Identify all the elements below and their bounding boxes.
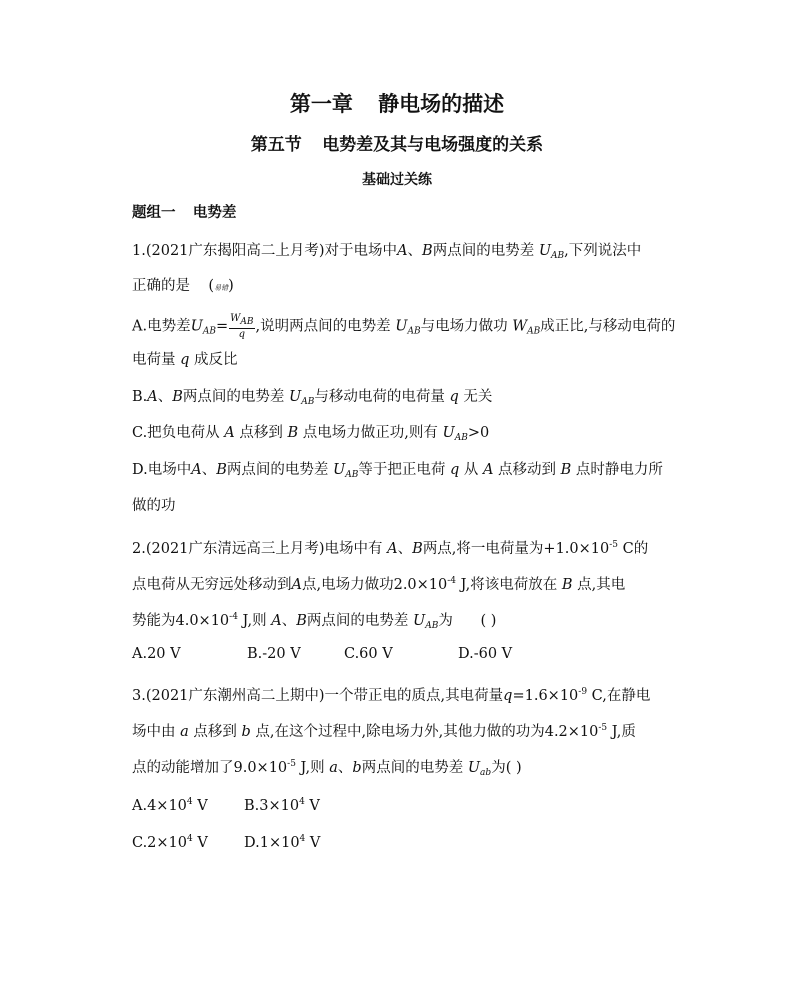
q3-option-c [132, 829, 208, 853]
q3-option-b [244, 792, 320, 816]
exponent: 4 [186, 797, 193, 807]
q1-text: ,下列说法中 [564, 243, 642, 259]
q2-text: 点,其电 [577, 577, 626, 593]
u-symbol: U [395, 318, 408, 335]
q2-text: 点,电场力做功2.0×10 [301, 577, 448, 593]
option-text: B.3×10 [244, 798, 300, 814]
chapter-name: 静电场的描述 [378, 91, 505, 116]
q1-option-c [132, 423, 489, 448]
point-b: B [287, 425, 299, 441]
q1-option-d-text: 等于把正电荷 [358, 462, 446, 478]
q3-text: C,在静电 [587, 688, 651, 704]
practice-title: 基础过关练 [362, 172, 432, 188]
q3-text: =1.6×10 [512, 688, 579, 704]
q1-option-d-text: 点移动到 [498, 462, 557, 478]
q3-text: 场中由 [132, 724, 176, 740]
q-symbol: q [449, 462, 460, 478]
separator: 、 [157, 389, 173, 405]
section-number: 第五节 [250, 135, 302, 155]
point-b: B [412, 541, 423, 557]
q2-stem-line2 [132, 571, 625, 595]
q2-option-d: D.-60 V [458, 646, 513, 662]
q2-stem-line1 [132, 535, 648, 559]
q2-option-b: B.-20 V [247, 646, 301, 662]
point-a: A [482, 462, 494, 478]
q1-option-a: A.电势差 [132, 318, 191, 335]
unit: V [305, 835, 321, 851]
exponent: -5 [287, 759, 296, 769]
q2-text: 点电荷从无穷远处移动到 [132, 577, 292, 593]
point-b-lower: b [352, 760, 362, 776]
q2-text: J,则 [237, 613, 267, 629]
q1-option-d-text: 从 [463, 462, 479, 478]
ab-subscript: AB [407, 326, 421, 337]
q1-option-d-line2: 做的功 [132, 498, 176, 514]
q1-option-a: 与电场力做功 [420, 318, 508, 335]
q1-option-b-label: B. [132, 389, 148, 405]
q1-option-a-line2 [132, 350, 238, 370]
point-b: B [422, 243, 433, 259]
q1-option-d-text: 点时静电力所 [575, 462, 663, 478]
u-symbol: U [190, 318, 203, 335]
q2-text: J,将该电荷放在 [456, 577, 558, 593]
q2-option-c: C.60 V [344, 646, 393, 662]
q1-option-c-text: 点移到 [239, 425, 283, 441]
q1-option-d-text: 两点间的电势差 [226, 462, 329, 478]
q3-text: J,质 [607, 724, 636, 740]
exponent: 4 [299, 834, 306, 844]
q1-text: 1.(2021广东揭阳高二上月考)对于电场中 [132, 243, 398, 259]
option-text: A.4×10 [132, 798, 187, 814]
q1-option-d-line1 [132, 460, 663, 485]
q1-option-a-line1 [132, 313, 675, 342]
q2-text: 两点,将一电荷量为+1.0×10 [422, 541, 610, 557]
q-symbol: q [238, 329, 246, 340]
ab-subscript: AB [202, 326, 216, 337]
q1-option-b-text: 两点间的电势差 [182, 389, 285, 405]
unit: V [304, 798, 320, 814]
section-title [0, 130, 794, 155]
chapter-number: 第一章 [289, 91, 353, 116]
q3-text: 点移到 [193, 724, 237, 740]
q-symbol: q [449, 389, 459, 405]
unit: V [192, 798, 208, 814]
q1-option-c-text: C.把负电荷从 [132, 425, 220, 441]
q1-option-a: 成正比,与移动电荷的 [540, 318, 676, 335]
q1-stem-line2: 正确的是 (易错) [132, 278, 234, 294]
separator: 、 [407, 243, 423, 259]
q1-option-b-text: 与移动电荷的电荷量 [314, 389, 445, 405]
q2-text: 2.(2021广东清远高三上月考)电场中有 [132, 541, 383, 557]
point-b: B [296, 613, 307, 629]
q3-option-d [244, 829, 320, 853]
w-symbol: W [512, 318, 528, 335]
q3-stem-line1 [132, 682, 650, 706]
q3-text: 两点间的电势差 [361, 760, 464, 776]
difficulty-tag: 易错 [214, 284, 229, 292]
point-b: B [560, 462, 572, 478]
u-symbol: U [413, 613, 426, 629]
q3-text: 3.(2021广东潮州高二上期中)一个带正电的质点,其电荷量 [132, 688, 504, 704]
separator: 、 [337, 760, 353, 776]
q3-option-a [132, 792, 208, 816]
point-b: B [172, 389, 183, 405]
chapter-title [0, 88, 794, 118]
u-symbol: U [332, 462, 346, 478]
exponent: 4 [187, 834, 193, 844]
unit: V [192, 835, 208, 851]
group-topic: 电势差 [192, 204, 237, 221]
q2-text: 两点间的电势差 [306, 613, 409, 629]
ab-subscript: AB [425, 621, 439, 631]
ab-subscript: AB [240, 317, 254, 327]
group-heading [132, 203, 236, 223]
q1-option-c-text: >0 [467, 425, 490, 441]
q1-option-a: 成反比 [194, 352, 238, 368]
q1-option-d-text: D.电场中 [132, 462, 192, 478]
q2-text: 为 [438, 613, 453, 629]
q2-text: C的 [618, 541, 649, 557]
q1-option-b [132, 387, 492, 412]
q1-stem-line1 [132, 241, 641, 266]
q2-option-a: A.20 V [132, 646, 181, 662]
q-symbol: q [180, 352, 190, 368]
q3-stem-line2 [132, 718, 636, 742]
equals-sign: = [215, 318, 229, 335]
q3-text: 点,在这个过程中,除电场力外,其他力做的功为4.2×10 [255, 724, 599, 740]
point-a: A [191, 462, 202, 478]
point-a: A [271, 613, 282, 629]
exponent: -4 [229, 612, 238, 622]
answer-blank: ( ) [480, 613, 497, 629]
point-a: A [397, 243, 408, 259]
q3-text: 为 [491, 760, 506, 776]
q2-stem-line3 [132, 607, 496, 636]
answer-blank: ( ) [505, 760, 522, 776]
exponent: -9 [578, 687, 588, 697]
u-symbol: U [442, 425, 455, 441]
exponent: -5 [609, 540, 619, 550]
q1-option-c-text: 点电场力做正功,则有 [302, 425, 438, 441]
q1-option-a: ,说明两点间的电势差 [255, 318, 391, 335]
point-a-lower: a [329, 760, 338, 776]
q1-text: 两点间的电势差 [432, 243, 535, 259]
q3-text: 点的动能增加了9.0×10 [132, 760, 288, 776]
exponent: -5 [598, 723, 608, 733]
q3-text: J,则 [295, 760, 325, 776]
w-symbol: W [230, 313, 241, 324]
ab-subscript: AB [345, 470, 359, 480]
q1-option-a: 电荷量 [132, 352, 176, 368]
u-symbol: U [467, 760, 481, 776]
q3-stem-line3 [132, 754, 522, 783]
u-symbol: U [538, 243, 552, 259]
point-a: A [224, 425, 235, 441]
option-text: C.2×10 [132, 835, 188, 851]
q-symbol: q [503, 688, 513, 704]
ab-subscript: AB [454, 433, 468, 443]
point-a: A [387, 541, 398, 557]
separator: 、 [201, 462, 217, 478]
point-a: A [147, 389, 158, 405]
ab-subscript: AB [301, 397, 315, 407]
ab-subscript: AB [527, 326, 541, 337]
ab-subscript: ab [480, 768, 492, 778]
q1-text: 正确的是 [132, 278, 190, 294]
group-label: 题组一 [132, 204, 176, 221]
separator: 、 [397, 541, 413, 557]
u-symbol: U [289, 389, 302, 405]
ab-subscript: AB [551, 251, 565, 261]
exponent: -4 [447, 576, 457, 586]
separator: 、 [281, 613, 297, 629]
section-name: 电势差及其与电场强度的关系 [322, 135, 544, 155]
point-b: B [561, 577, 573, 593]
point-b: B [216, 462, 227, 478]
exponent: 4 [299, 797, 305, 807]
option-text: D.1×10 [244, 835, 300, 851]
fraction-w-over-q [229, 313, 254, 340]
q1-option-b-text: 无关 [463, 389, 493, 405]
q2-text: 势能为4.0×10 [132, 613, 230, 629]
point-a: A [291, 577, 302, 593]
point-b-lower: b [241, 724, 251, 740]
point-a-lower: a [180, 724, 189, 740]
